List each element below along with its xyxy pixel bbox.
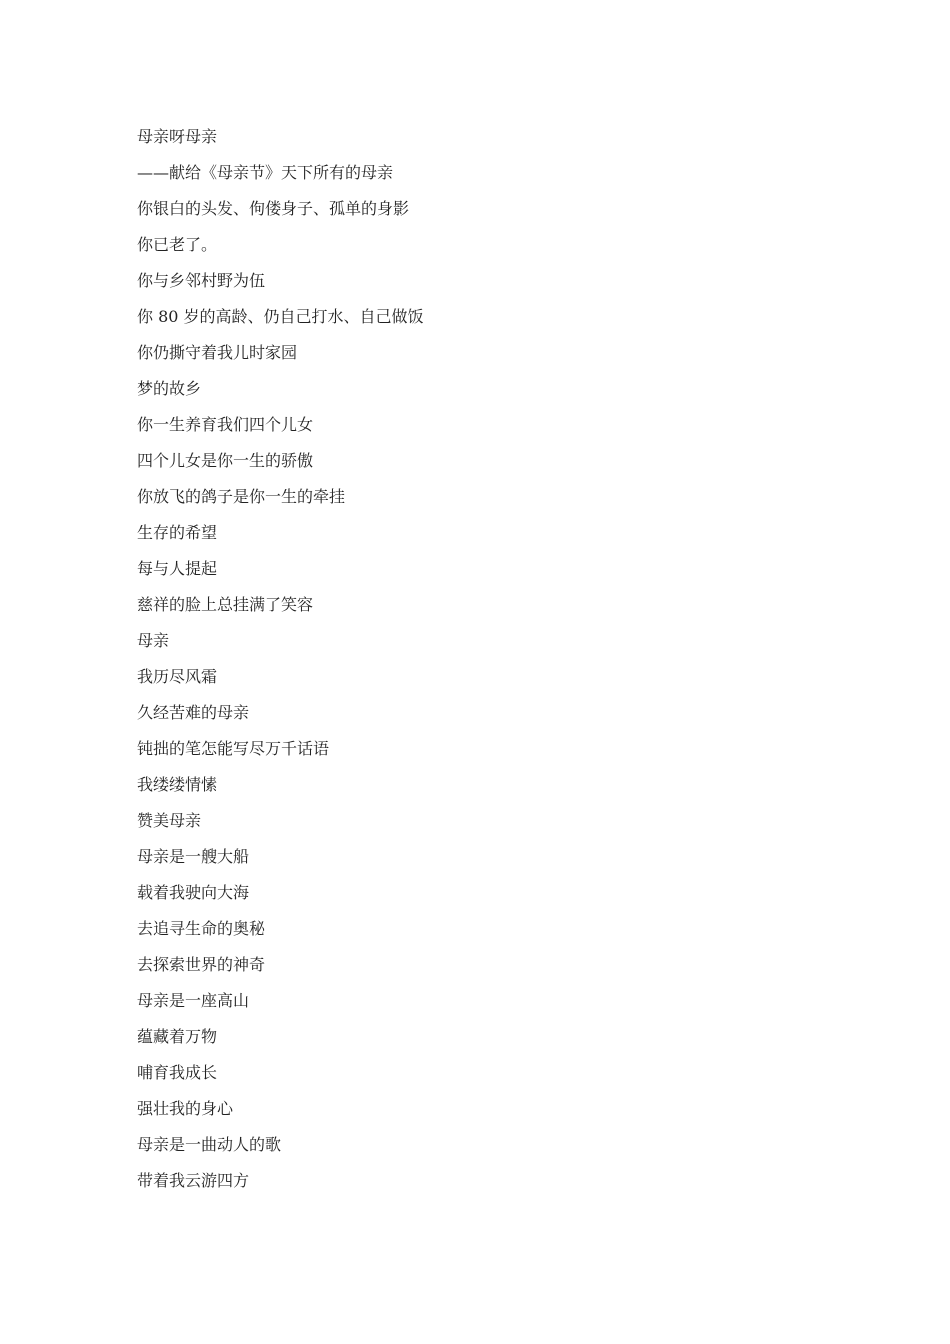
poem-line: 每与人提起 bbox=[137, 559, 218, 578]
poem-line: 母亲是一座高山 bbox=[137, 991, 250, 1010]
poem-line: 你与乡邻村野为伍 bbox=[137, 271, 266, 290]
poem-line: 你一生养育我们四个儿女 bbox=[137, 415, 314, 434]
poem-line: 蕴藏着万物 bbox=[137, 1027, 218, 1046]
poem-line: 钝拙的笔怎能写尽万千话语 bbox=[137, 739, 330, 758]
poem-line: 我历尽风霜 bbox=[137, 667, 218, 686]
poem-text bbox=[137, 123, 424, 1203]
poem-line: 赞美母亲 bbox=[137, 811, 202, 830]
poem-line: 你放飞的鸽子是你一生的牵挂 bbox=[137, 487, 346, 506]
poem-line: 我缕缕情愫 bbox=[137, 775, 218, 794]
poem-title: 母亲呀母亲 bbox=[137, 127, 218, 146]
poem-line: 带着我云游四方 bbox=[137, 1171, 250, 1190]
poem-line: 你 80 岁的高龄、仍自己打水、自己做饭 bbox=[137, 307, 424, 326]
poem-line: 你已老了。 bbox=[137, 235, 218, 254]
poem-line: 去追寻生命的奥秘 bbox=[137, 919, 266, 938]
poem-dedication: ——献给《母亲节》天下所有的母亲 bbox=[137, 163, 394, 182]
poem-line: 去探索世界的神奇 bbox=[137, 955, 266, 974]
poem-line: 母亲 bbox=[137, 631, 170, 650]
poem-line: 生存的希望 bbox=[137, 523, 218, 542]
poem-line: 母亲是一艘大船 bbox=[137, 847, 250, 866]
poem-line: 你仍撕守着我儿时家园 bbox=[137, 343, 298, 362]
poem-line: 四个儿女是你一生的骄傲 bbox=[137, 451, 314, 470]
poem-line: 慈祥的脸上总挂满了笑容 bbox=[137, 595, 314, 614]
poem-line: 久经苦难的母亲 bbox=[137, 703, 250, 722]
poem-line: 强壮我的身心 bbox=[137, 1099, 234, 1118]
poem-line: 你银白的头发、佝偻身子、孤单的身影 bbox=[137, 199, 410, 218]
poem-line: 载着我驶向大海 bbox=[137, 883, 250, 902]
poem-line: 哺育我成长 bbox=[137, 1063, 218, 1082]
poem-line: 母亲是一曲动人的歌 bbox=[137, 1135, 282, 1154]
poem-line: 梦的故乡 bbox=[137, 379, 202, 398]
